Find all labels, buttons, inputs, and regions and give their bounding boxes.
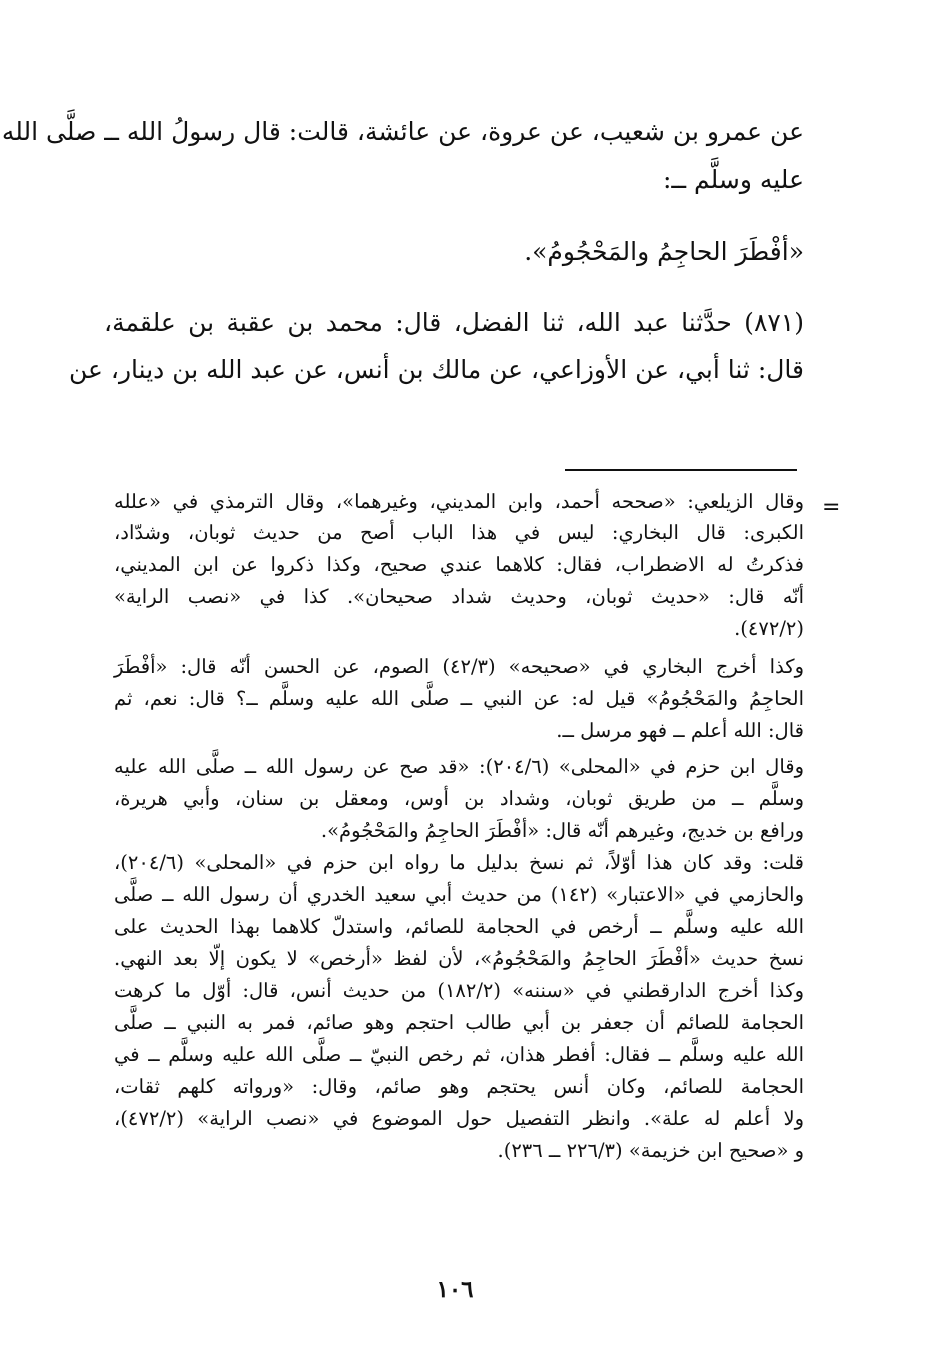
footnote-line: الحاجِمُ والمَحْجُومُ» قيل له: عن النبي ــ صلَّى الله عليه وسلَّم ــ؟ قال: نعم، ثم [114,687,804,710]
footnote-line: (٤٧٢/٢). [734,617,804,640]
footnote-line: قلت: وقد كان هذا أوّلاً، ثم نسخ بدليل ما رواه ابن حزم في «المحلى» (٢٠٤/٦)، [114,851,804,874]
footnote-line: الكبرى: قال البخاري: ليس في هذا الباب أصح من حديث ثوبان، وشدّاد، [114,521,804,544]
main-text-line: قال: ثنا أبي، عن الأوزاعي، عن مالك بن أنس، عن عبد الله بن دينار، عن [69,355,804,384]
footnote-line: ولا أعلم له علة». وانظر التفصيل حول الموضوع في «نصب الراية» (٤٧٢/٢)، [114,1107,804,1130]
footnote-line: أنّه قال: «حديث ثوبان، وحديث شداد صحيحان». كذا في «نصب الراية» [114,585,804,608]
footnote-line: والحازمي في «الاعتبار» (١٤٢) من حديث أبي سعيد الخدري أن رسول الله ــ صلَّى [114,883,805,906]
page-number: ١٠٦ [436,1276,474,1303]
footnote-continuation-marker: = [822,495,841,520]
main-text-line: عن عمرو بن شعيب، عن عروة، عن عائشة، قالت: قال رسولُ الله ــ صلَّى الله [1,117,804,146]
footnote-line: الله عليه وسلَّم ــ أرخص في الحجامة للصائم، واستدلّ كلاهما بهذا الحديث على [114,915,804,938]
footnote-line: ورافع بن خديج، وغيرهم أنّه قال: «أفْطَرَ الحاجِمُ والمَحْجُومُ». [320,819,804,842]
footnote-line: الحجامة للصائم أن جعفر بن أبي طالب احتجم وهو صائم، فمر به النبي ــ صلَّى [114,1011,804,1034]
main-text-line: عليه وسلَّم ــ: [662,165,804,194]
footnote-line: وسلَّم ــ من طريق ثوبان، وشداد بن أوس، ومعقل بن سنان، وأبي هريرة، [114,787,804,810]
main-text-line: (٨٧١) حدَّثنا عبد الله، ثنا الفضل، قال: محمد بن عقبة بن علقمة، [104,308,804,337]
footnote-line: وكذا أخرج البخاري في «صحيحه» (٤٢/٣) الصوم، عن الحسن أنّه قال: «أفْطَرَ [114,655,805,678]
footnote-line: وقال ابن حزم في «المحلى» (٢٠٤/٦): «قد صح عن رسول الله ــ صلَّى الله عليه [114,755,805,778]
footnote-line: وقال الزيلعي: «صححه أحمد، وابن المديني، وغيرهما»، وقال الترمذي في «علله [114,490,804,513]
footnote-line: وكذا أخرج الدارقطني في «سننه» (١٨٢/٢) من حديث أنس، قال: أوّل ما كرهت [114,979,805,1002]
footnote-line: الله عليه وسلَّم ــ فقال: أفطر هذان، ثم رخص النبيّ ــ صلَّى الله عليه وسلَّم ــ في [114,1043,804,1066]
hadith-quote: «أفْطَرَ الحاجِمُ والمَحْجُومُ». [524,237,804,266]
footnote-line: فذكرتُ له الاضطراب، فقال: كلاهما عندي صحيح، وكذا ذكروا عن ابن المديني، [114,553,804,576]
footnote-line: قال: الله أعلم ــ فهو مرسل ــ. [556,719,804,742]
footnote-separator [565,469,797,471]
footnote-line: و «صحيح ابن خزيمة» (٢٢٦/٣ ــ ٢٣٦). [497,1139,804,1162]
footnote-line: نسخ حديث «أفْطَرَ الحاجِمُ والمَحْجُومُ»، لأن لفظ «أرخص» لا يكون إلّا بعد النهي. [114,947,804,970]
footnote-line: الحجامة للصائم، وكان أنس يحتجم وهو صائم، وقال: «ورواته كلهم ثقات، [114,1075,804,1098]
